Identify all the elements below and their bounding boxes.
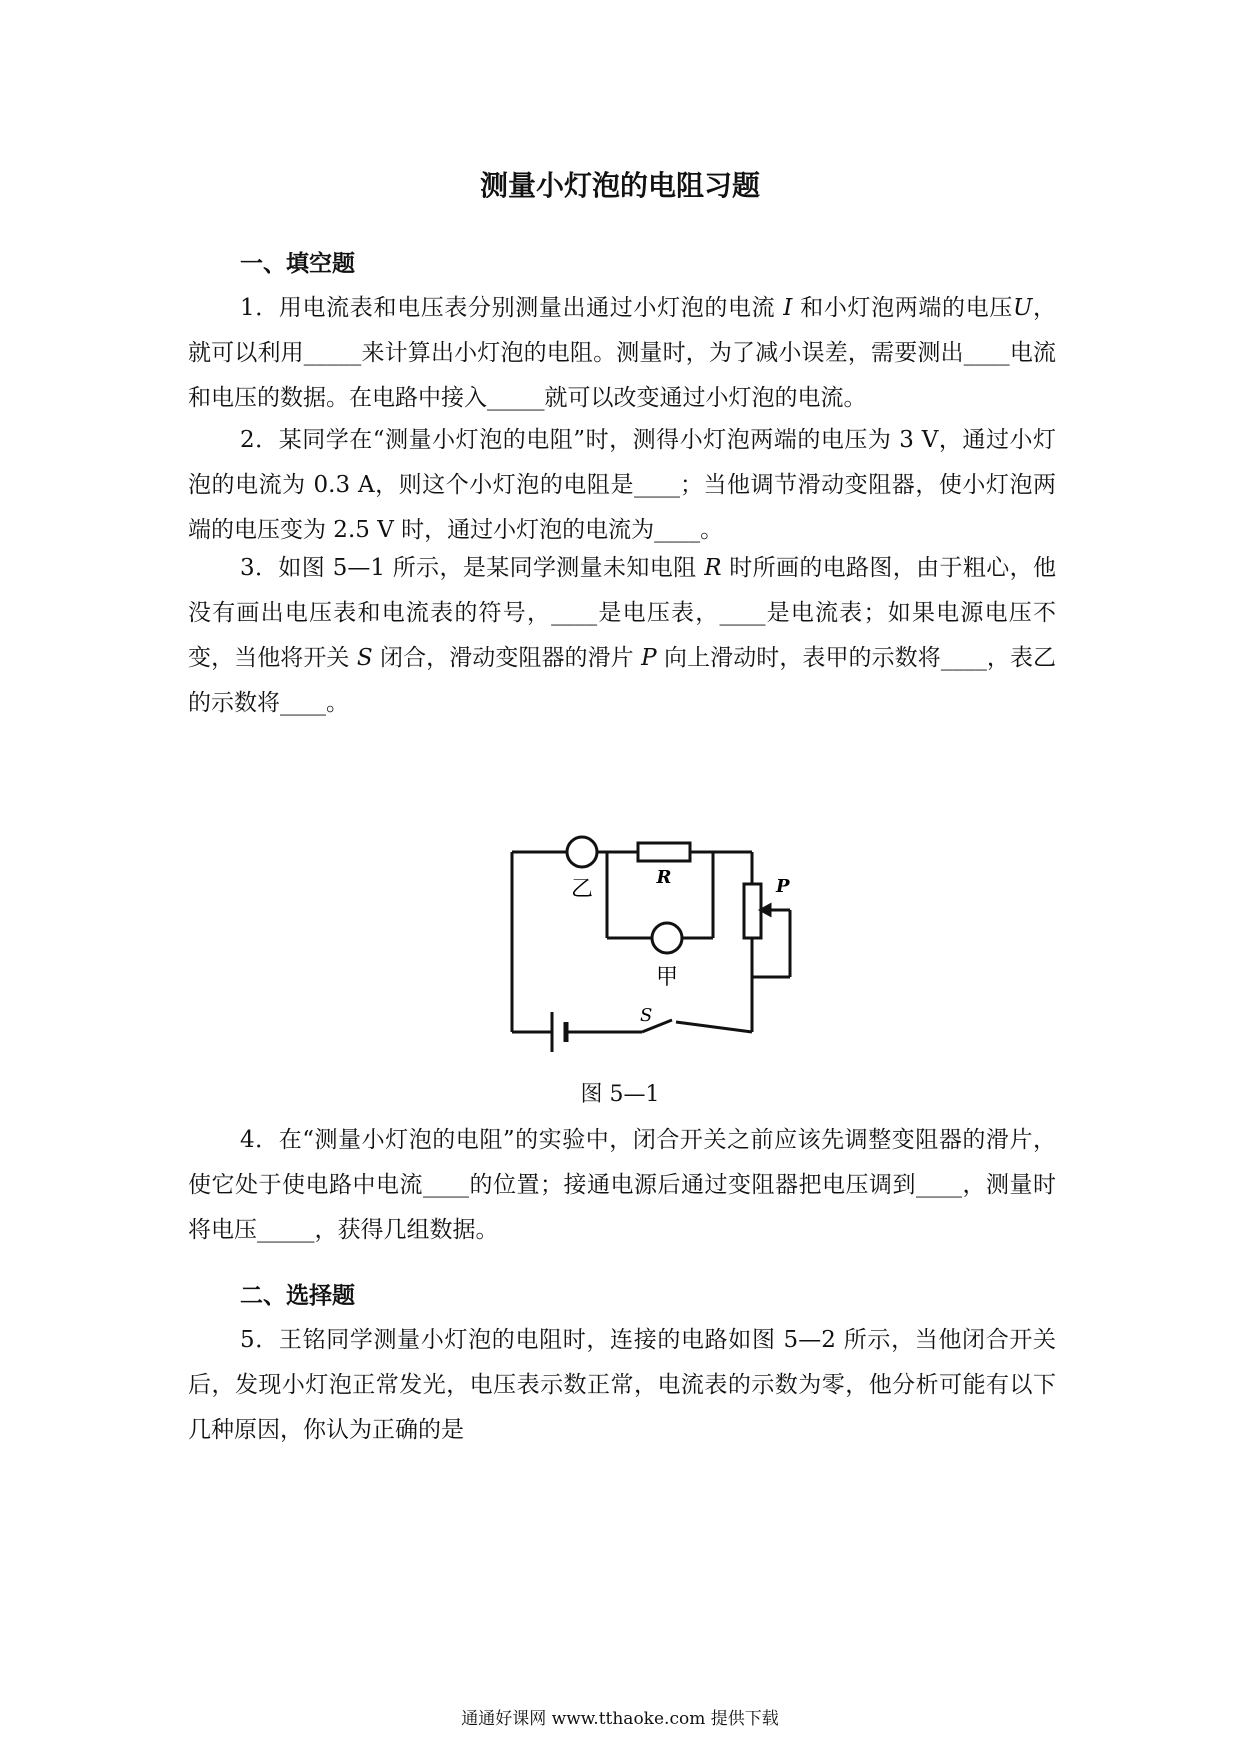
page-title: 测量小灯泡的电阻习题: [479, 169, 760, 202]
slider-label: P: [776, 876, 790, 897]
rheostat-symbol: [744, 884, 761, 938]
q3-var-s: S: [356, 645, 373, 671]
meter-yi-symbol: [567, 837, 597, 867]
q1-var-i: I: [783, 295, 793, 321]
q3-var-p: P: [641, 645, 657, 671]
meter-jia-symbol: [652, 923, 682, 953]
q3-text-c: 闭合，滑动变阻器的滑片: [372, 645, 642, 671]
q3-text-a: 3．如图 5—1 所示，是某同学测量未知电阻: [240, 555, 705, 581]
figure-caption: 图 5—1: [580, 1082, 660, 1107]
q3-var-r: R: [704, 555, 722, 581]
switch-label: S: [640, 1005, 653, 1026]
resistor-label: R: [656, 867, 672, 888]
meter-yi-label: 乙: [570, 877, 594, 902]
question-5: 5．王铭同学测量小灯泡的电阻时，连接的电路如图 5—2 所示，当他闭合开关后，发现小灯泡正常发光，电压表示数正常，电流表的示数为零，他分析可能有以下几种原因，你认为正确的是: [188, 1327, 1056, 1443]
section-heading-fill-blank: 一、填空题: [240, 251, 355, 277]
page-footer: 通通好课网 www.tthaoke.com 提供下载: [461, 1709, 779, 1729]
q3-text-b: 时所画的电路图，由于粗心，他没有画出电压表和电流表的符号，____是电压表，____是电流表；如果电源电压不变，当他将开关: [188, 555, 1056, 671]
section-heading-multiple-choice: 二、选择题: [240, 1283, 355, 1309]
q1-var-u: U: [1012, 295, 1033, 321]
q3-text-d: 向上滑动时，表甲的示数将____，表乙的示数将____。: [188, 645, 1057, 716]
q1-text-a: 1．用电流表和电压表分别测量出通过小灯泡的电流: [240, 295, 784, 321]
q1-text-b: 和小灯泡两端的电压: [792, 295, 1013, 321]
meter-jia-label: 甲: [655, 965, 679, 990]
resistor-r-symbol: [638, 843, 690, 861]
question-2: 2．某同学在“测量小灯泡的电阻”时，测得小灯泡两端的电压为 3 V，通过小灯泡的电流为 0.3 A，则这个小灯泡的电阻是____；当他调节滑动变阻器，使小灯泡两端的电压变为 2.5 V 时，通过小灯泡的电流为____。: [188, 427, 1056, 543]
q1-text-c: ，就可以利用_____来计算出小灯泡的电阻。测量时，为了减小误差，需要测出____电流和电压的数据。在电路中接入_____就可以改变通过小灯泡的电流。: [188, 295, 1056, 411]
question-4: 4．在“测量小灯泡的电阻”的实验中，闭合开关之前应该先调整变阻器的滑片，使它处于使电路中电流____的位置；接通电源后通过变阻器把电压调到____，测量时将电压_____，获得几组数据。: [188, 1127, 1056, 1243]
